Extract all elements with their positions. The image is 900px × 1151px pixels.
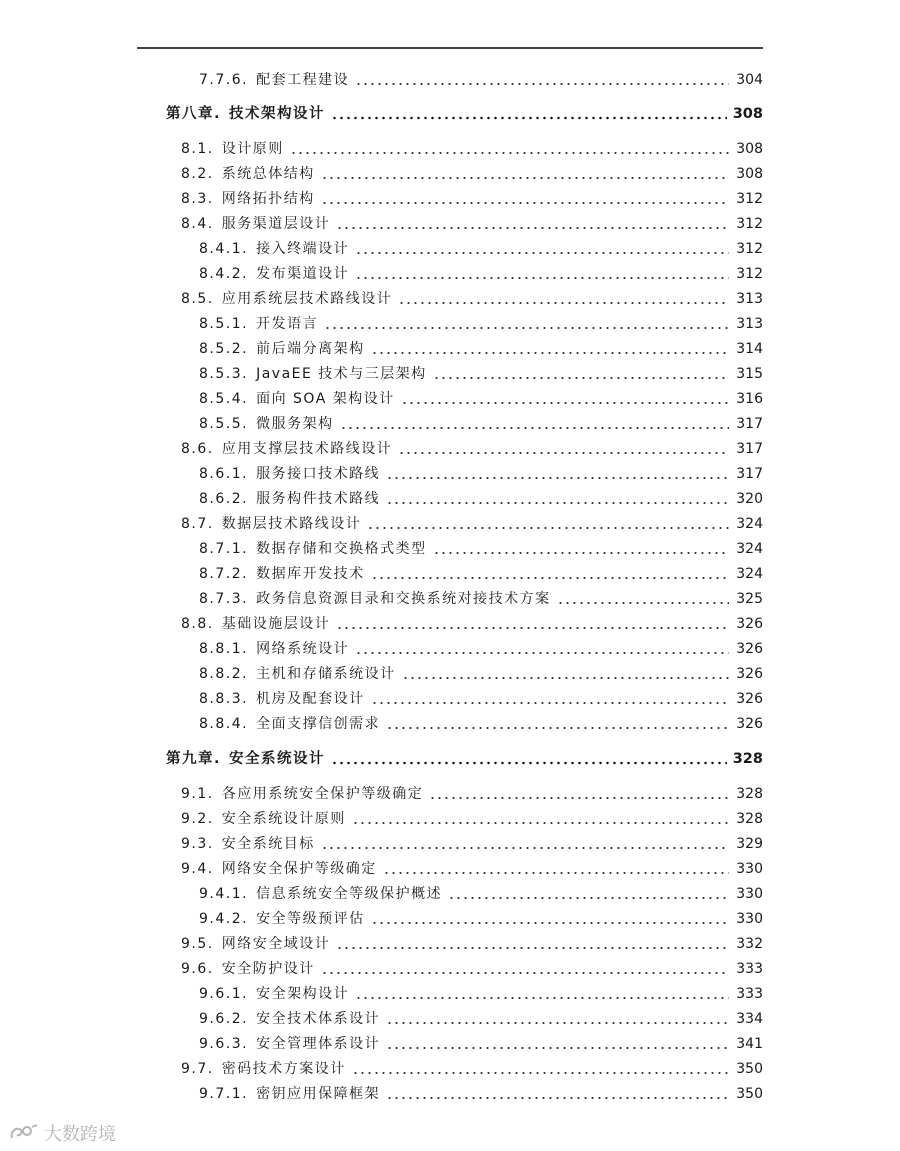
toc-entry-number: 8.8.2. (199, 666, 249, 682)
dot-leader (367, 518, 729, 530)
dot-leader (331, 108, 727, 120)
toc-entry[interactable] (199, 884, 763, 904)
dot-leader (398, 443, 729, 455)
toc-entry-title: 信息系统安全等级保护概述 (256, 886, 443, 902)
toc-entry-title: 服务接口技术路线 (256, 466, 381, 482)
toc-entry-number: 9.7.1. (199, 1086, 249, 1102)
dot-leader (386, 1013, 729, 1025)
dot-leader (371, 568, 729, 580)
dot-leader (371, 343, 729, 355)
toc-entry-number: 8.5.4. (199, 391, 249, 407)
toc-entry-number: 9.6. (181, 961, 214, 977)
toc-entry[interactable] (199, 1009, 763, 1029)
toc-entry-page-number: 334 (736, 1011, 763, 1027)
toc-entry-title: 开发语言 (256, 316, 319, 332)
toc-entry-title: 数据存储和交换格式类型 (256, 541, 427, 557)
toc-entry[interactable] (199, 564, 763, 584)
toc-entry-title: 应用支撑层技术路线设计 (221, 441, 393, 457)
toc-entry-page-number: 312 (736, 266, 763, 282)
dot-leader (355, 74, 729, 86)
toc-entry-number: 9.6.1. (199, 986, 249, 1002)
toc-entry[interactable] (181, 189, 763, 209)
toc-entry-page-number: 329 (736, 836, 763, 852)
dot-leader (371, 693, 729, 705)
toc-entry[interactable] (181, 614, 763, 634)
dot-leader (321, 193, 729, 205)
toc-entry-number: 8.1. (181, 141, 214, 157)
toc-entry-number: 第九章. (166, 751, 222, 767)
dot-leader (401, 393, 729, 405)
toc-entry-title: 安全管理体系设计 (256, 1036, 381, 1052)
toc-entry-number: 9.3. (181, 836, 214, 852)
toc-entry-number: 8.6.2. (199, 491, 249, 507)
dot-leader (321, 838, 729, 850)
toc-entry-page-number: 324 (736, 516, 763, 532)
toc-entry-title: 基础设施层设计 (221, 616, 331, 632)
toc-entry-page-number: 312 (736, 241, 763, 257)
toc-entry-page-number: 325 (736, 591, 763, 607)
dot-leader (386, 1038, 729, 1050)
watermark (8, 1120, 116, 1146)
toc-entry-number: 8.8.4. (199, 716, 249, 732)
toc-entry-page-number: 313 (736, 316, 763, 332)
toc-entry-page-number: 317 (736, 416, 763, 432)
toc-entry-number: 9.1. (181, 786, 214, 802)
toc-entry-title: 安全系统设计原则 (221, 811, 346, 827)
toc-entry-page-number: 324 (736, 566, 763, 582)
toc-chapter-entry[interactable] (166, 104, 763, 124)
toc-entry-number: 9.5. (181, 936, 214, 952)
toc-entry[interactable] (199, 539, 763, 559)
toc-entry-number: 8.8.3. (199, 691, 249, 707)
toc-entry-number: 9.2. (181, 811, 214, 827)
toc-entry-title: 全面支撑信创需求 (256, 716, 381, 732)
toc-entry-title: 服务渠道层设计 (221, 216, 331, 232)
toc-entry[interactable] (199, 464, 763, 484)
toc-entry-number: 9.4. (181, 861, 214, 877)
dot-leader (336, 618, 729, 630)
toc-entry-page-number: 320 (736, 491, 763, 507)
dot-leader (355, 243, 729, 255)
toc-entry-number: 8.2. (181, 166, 214, 182)
dot-leader (290, 143, 729, 155)
toc-entry-page-number: 330 (736, 861, 763, 877)
toc-entry-number: 8.8. (181, 616, 214, 632)
toc-entry-title: JavaEE 技术与三层架构 (256, 366, 427, 382)
toc-entry-title: 技术架构设计 (229, 106, 326, 122)
toc-entry-title: 配套工程建设 (256, 72, 350, 88)
dot-leader (448, 888, 729, 900)
dot-leader (336, 938, 729, 950)
dot-leader (402, 668, 729, 680)
toc-entry-page-number: 333 (736, 986, 763, 1002)
toc-entry[interactable] (181, 164, 763, 184)
toc-entry-title: 前后端分离架构 (256, 341, 365, 357)
toc-entry-number: 8.6.1. (199, 466, 249, 482)
toc-entry-page-number: 312 (736, 216, 763, 232)
toc-entry-title: 应用系统层技术路线设计 (221, 291, 393, 307)
toc-entry-number: 8.8.1. (199, 641, 249, 657)
toc-entry-page-number: 315 (736, 366, 763, 382)
dot-leader (429, 788, 729, 800)
toc-entry[interactable] (199, 239, 763, 259)
toc-entry-title: 面向 SOA 架构设计 (256, 391, 395, 407)
dot-leader (331, 753, 727, 765)
toc-entry[interactable] (199, 364, 763, 384)
dot-leader (398, 293, 729, 305)
toc-entry-page-number: 326 (736, 616, 763, 632)
toc-entry[interactable] (181, 934, 763, 954)
dot-leader (324, 318, 729, 330)
toc-entry[interactable] (181, 514, 763, 534)
toc-entry[interactable] (199, 70, 763, 90)
toc-chapter-entry[interactable] (166, 749, 763, 769)
dot-leader (386, 468, 729, 480)
toc-entry-number: 9.4.1. (199, 886, 249, 902)
dot-leader (352, 1063, 729, 1075)
toc-entry-number: 8.7. (181, 516, 214, 532)
toc-entry-number: 8.5. (181, 291, 214, 307)
dot-leader (557, 593, 729, 605)
toc-entry-number: 8.4. (181, 216, 214, 232)
toc-entry[interactable] (199, 714, 763, 734)
toc-entry-page-number: 313 (736, 291, 763, 307)
toc-entry-page-number: 326 (736, 716, 763, 732)
toc-entry-page-number: 330 (736, 886, 763, 902)
toc-entry[interactable] (181, 859, 763, 879)
toc-entry-title: 各应用系统安全保护等级确定 (221, 786, 424, 802)
dot-leader (371, 913, 729, 925)
toc-entry-number: 第八章. (166, 106, 222, 122)
toc-entry-page-number: 326 (736, 641, 763, 657)
toc-entry-title: 安全架构设计 (256, 986, 350, 1002)
toc-entry-title: 密钥应用保障框架 (256, 1086, 381, 1102)
toc-entry[interactable] (181, 834, 763, 854)
toc-entry-title: 政务信息资源目录和交换系统对接技术方案 (256, 591, 551, 607)
dot-leader (433, 543, 729, 555)
toc-entry-page-number: 328 (736, 786, 763, 802)
toc-entry-title: 接入终端设计 (256, 241, 350, 257)
toc-entry[interactable] (181, 289, 763, 309)
toc-entry-page-number: 328 (736, 811, 763, 827)
toc-entry[interactable] (181, 809, 763, 829)
toc-entry-title: 机房及配套设计 (256, 691, 365, 707)
watermark-text: 大数跨境 (44, 1124, 116, 1145)
toc-entry-page-number: 308 (736, 166, 763, 182)
toc-entry-page-number: 324 (736, 541, 763, 557)
dot-leader (386, 718, 729, 730)
toc-entry-number: 8.7.1. (199, 541, 249, 557)
toc-entry-page-number: 328 (732, 751, 763, 767)
toc-entry-number: 8.7.2. (199, 566, 249, 582)
toc-entry-title: 主机和存储系统设计 (256, 666, 396, 682)
toc-entry[interactable] (199, 689, 763, 709)
toc-entry-number: 7.7.6. (199, 72, 249, 88)
toc-entry-page-number: 316 (736, 391, 763, 407)
toc-entry-page-number: 308 (736, 141, 763, 157)
toc-entry[interactable] (199, 909, 763, 929)
toc-entry-page-number: 330 (736, 911, 763, 927)
toc-entry-page-number: 326 (736, 691, 763, 707)
toc-entry-number: 9.6.3. (199, 1036, 249, 1052)
toc-entry[interactable] (199, 639, 763, 659)
toc-entry-number: 8.3. (181, 191, 214, 207)
toc-entry-title: 网络系统设计 (256, 641, 350, 657)
toc-entry-page-number: 308 (732, 106, 763, 122)
dot-leader (433, 368, 729, 380)
toc-entry[interactable] (199, 664, 763, 684)
toc-entry-title: 网络安全保护等级确定 (221, 861, 377, 877)
toc-entry[interactable] (199, 339, 763, 359)
toc-entry-title: 数据层技术路线设计 (221, 516, 362, 532)
dot-leader (355, 643, 729, 655)
toc-entry-title: 网络安全域设计 (221, 936, 331, 952)
toc-entry[interactable] (199, 589, 763, 609)
toc-entry-number: 8.4.1. (199, 241, 249, 257)
toc-entry[interactable] (199, 264, 763, 284)
toc-entry-number: 8.4.2. (199, 266, 249, 282)
toc-entry-number: 9.4.2. (199, 911, 249, 927)
toc-entry[interactable] (199, 389, 763, 409)
toc-entry-title: 安全系统目标 (221, 836, 315, 852)
toc-entry[interactable] (181, 439, 763, 459)
toc-entry-number: 9.7. (181, 1061, 214, 1077)
dot-leader (386, 493, 729, 505)
toc-entry[interactable] (199, 984, 763, 1004)
toc-entry[interactable] (181, 139, 763, 159)
toc-entry[interactable] (199, 314, 763, 334)
toc-entry[interactable] (199, 489, 763, 509)
toc-entry-title: 安全防护设计 (221, 961, 315, 977)
dot-leader (321, 168, 729, 180)
toc-entry-title: 设计原则 (221, 141, 284, 157)
toc-entry-title: 系统总体结构 (221, 166, 315, 182)
dot-leader (386, 1088, 729, 1100)
dot-leader (321, 963, 729, 975)
toc-entry-title: 服务构件技术路线 (256, 491, 381, 507)
toc-entry-number: 8.5.2. (199, 341, 249, 357)
watermark-logo-icon (8, 1122, 40, 1144)
toc-entry-title: 网络拓扑结构 (221, 191, 315, 207)
toc-entry[interactable] (199, 414, 763, 434)
toc-entry-page-number: 314 (736, 341, 763, 357)
toc-entry[interactable] (181, 1059, 763, 1079)
toc-entry-title: 数据库开发技术 (256, 566, 365, 582)
toc-entry-number: 8.6. (181, 441, 214, 457)
dot-leader (355, 268, 729, 280)
toc-entry-page-number: 333 (736, 961, 763, 977)
toc-entry-page-number: 350 (736, 1061, 763, 1077)
dot-leader (355, 988, 729, 1000)
toc-entry[interactable] (181, 784, 763, 804)
dot-leader (336, 218, 729, 230)
toc-entry-page-number: 326 (736, 666, 763, 682)
dot-leader (340, 418, 729, 430)
dot-leader (383, 863, 729, 875)
toc-entry-number: 8.5.5. (199, 416, 249, 432)
toc-entry-number: 8.5.3. (199, 366, 249, 382)
toc-entry-page-number: 317 (736, 441, 763, 457)
toc-entry-page-number: 332 (736, 936, 763, 952)
toc-entry-page-number: 312 (736, 191, 763, 207)
toc-entry-title: 安全等级预评估 (256, 911, 365, 927)
toc-entry-page-number: 304 (736, 72, 763, 88)
toc-entry-number: 8.7.3. (199, 591, 249, 607)
toc-entry-page-number: 341 (736, 1036, 763, 1052)
toc-entry-number: 8.5.1. (199, 316, 249, 332)
toc-entry-title: 密码技术方案设计 (221, 1061, 346, 1077)
toc-entry[interactable] (181, 214, 763, 234)
toc-entry-title: 微服务架构 (256, 416, 334, 432)
toc-entry-page-number: 317 (736, 466, 763, 482)
toc-entry-page-number: 350 (736, 1086, 763, 1102)
toc-entry[interactable] (199, 1034, 763, 1054)
toc-entry-title: 安全技术体系设计 (256, 1011, 381, 1027)
toc-entry-title: 安全系统设计 (229, 751, 326, 767)
toc-entry-title: 发布渠道设计 (256, 266, 350, 282)
toc-entry[interactable] (199, 1084, 763, 1104)
toc-entry-number: 9.6.2. (199, 1011, 249, 1027)
toc-entry[interactable] (181, 959, 763, 979)
dot-leader (352, 813, 729, 825)
